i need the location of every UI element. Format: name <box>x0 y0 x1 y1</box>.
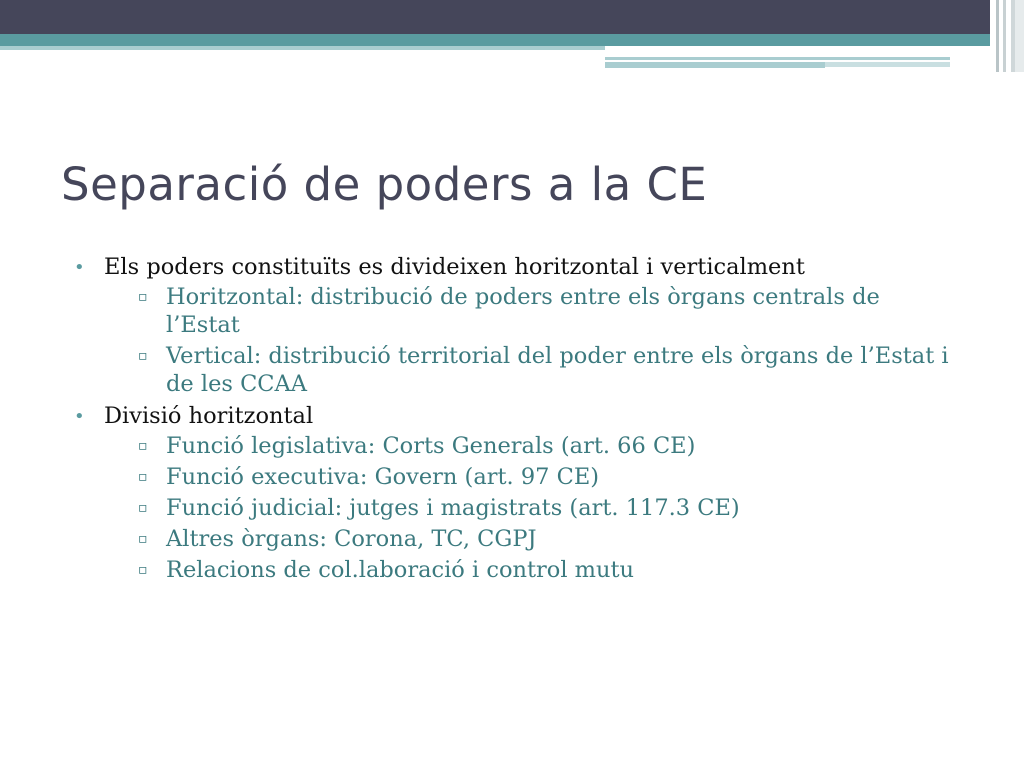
sub-list-item-text: Altres òrgans: Corona, TC, CGPJ <box>166 526 537 552</box>
sub-bullet-list <box>104 432 954 584</box>
sub-list-item-text: Funció legislativa: Corts Generals (art. 66 CE) <box>166 433 696 459</box>
bullet-list <box>74 252 954 584</box>
header-accent-line <box>605 57 950 60</box>
bullet-icon: • <box>74 257 85 278</box>
header-band-light <box>0 46 605 50</box>
sub-list-item <box>104 342 954 398</box>
sub-list-item-text: Relacions de col.laboració i control mutu <box>166 557 635 583</box>
sub-list-item-text: Funció judicial: jutges i magistrats (art. 117.3 CE) <box>166 495 740 521</box>
sub-list-item-text: Horitzontal: distribució de poders entre els òrgans centrals de l’Estat <box>166 284 880 338</box>
corner-stripes <box>990 0 1024 72</box>
sub-list-item-text: Funció executiva: Govern (art. 97 CE) <box>166 464 600 490</box>
sub-bullet-icon: ▫ <box>138 289 148 305</box>
sub-bullet-icon: ▫ <box>138 562 148 578</box>
sub-list-item-text: Vertical: distribució territorial del poder entre els òrgans de l’Estat i de les CCAA <box>166 343 949 397</box>
bullet-icon: • <box>74 406 85 427</box>
sub-bullet-icon: ▫ <box>138 348 148 364</box>
slide-title: Separació de poders a la CE <box>61 158 708 211</box>
sub-list-item <box>104 556 954 584</box>
header-band-dark <box>0 0 1024 34</box>
sub-bullet-icon: ▫ <box>138 500 148 516</box>
sub-bullet-list <box>104 283 954 398</box>
sub-list-item <box>104 494 954 522</box>
slide-content <box>74 252 954 587</box>
sub-list-item <box>104 525 954 553</box>
header-band-teal <box>0 34 1024 46</box>
sub-bullet-icon: ▫ <box>138 531 148 547</box>
list-item-text: Els poders constituïts es divideixen horitzontal i verticalment <box>104 254 805 280</box>
list-item <box>74 252 954 398</box>
sub-bullet-icon: ▫ <box>138 469 148 485</box>
list-item-text: Divisió horitzontal <box>104 403 314 429</box>
header-accent-line <box>605 62 825 68</box>
sub-list-item <box>104 432 954 460</box>
list-item <box>74 401 954 584</box>
sub-list-item <box>104 463 954 491</box>
sub-bullet-icon: ▫ <box>138 438 148 454</box>
header-accent-line <box>825 62 950 67</box>
header-accent-gap <box>605 46 1024 56</box>
sub-list-item <box>104 283 954 339</box>
